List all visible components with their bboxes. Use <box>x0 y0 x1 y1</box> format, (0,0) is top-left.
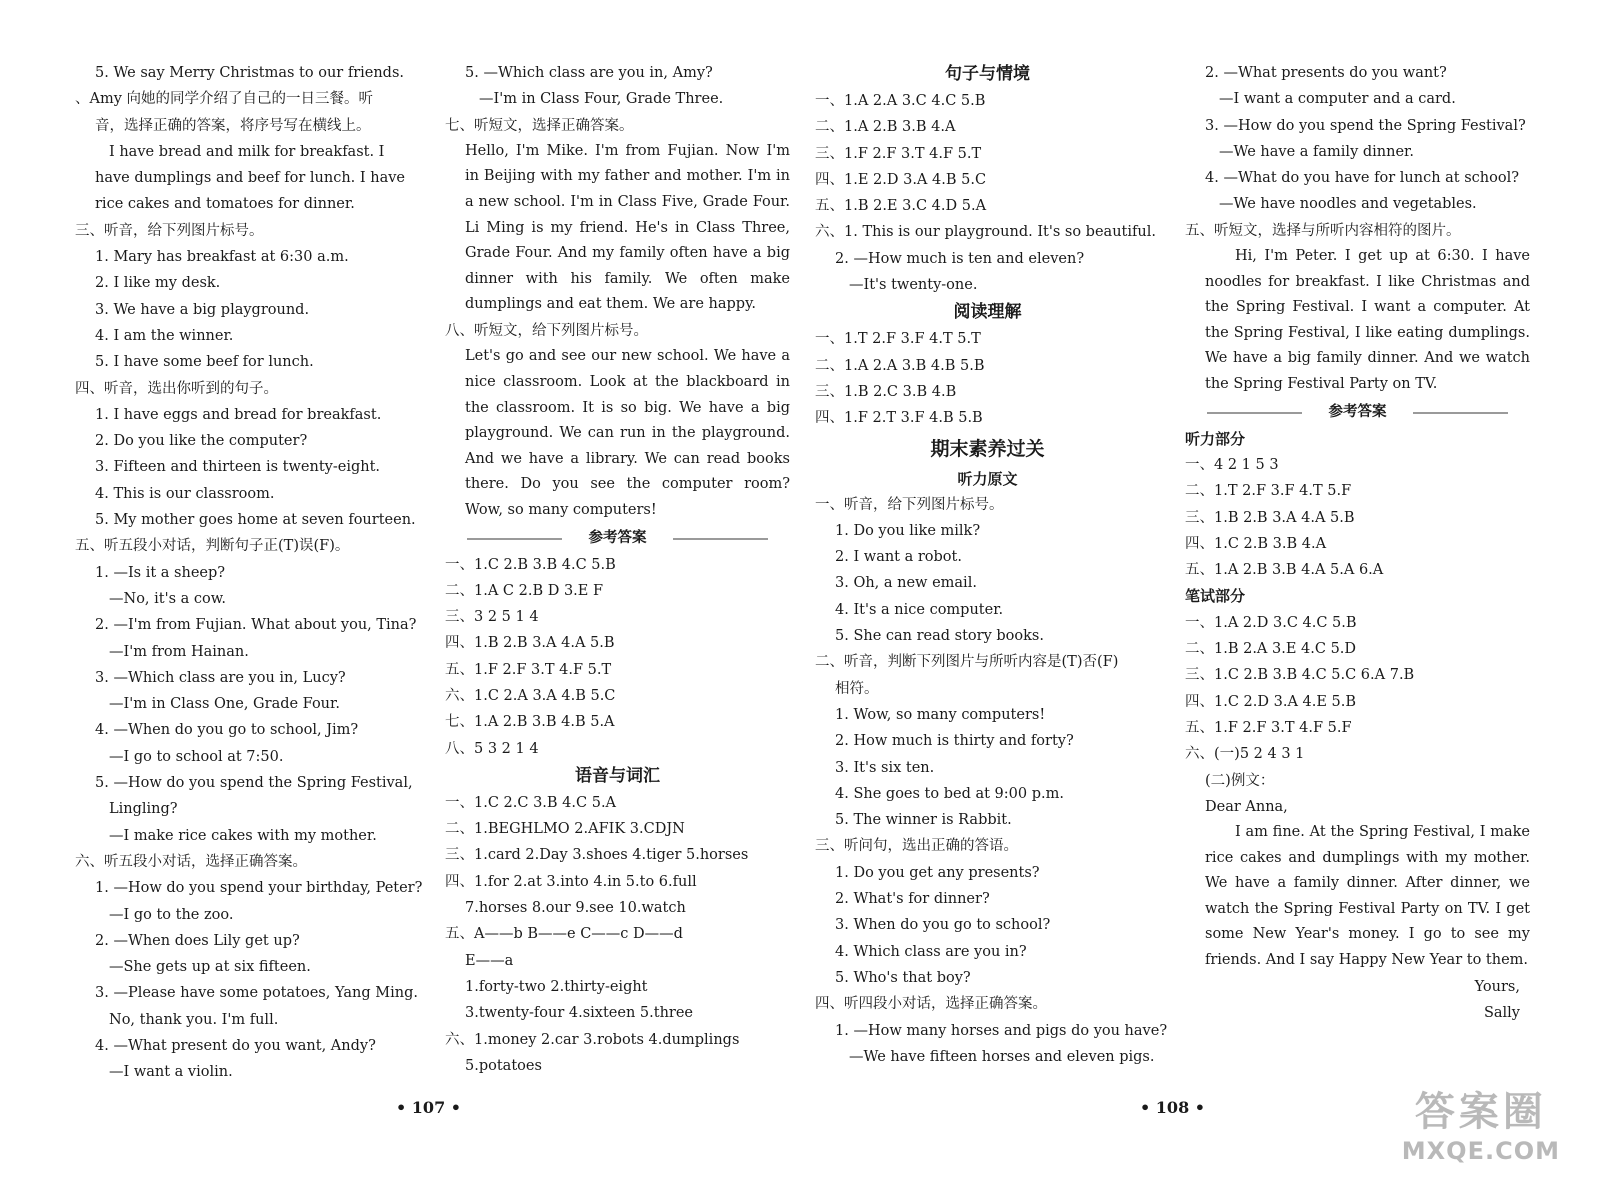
column-4-top <box>1185 60 1530 244</box>
listening-script <box>815 492 1168 1071</box>
watermark-logo: 答案圈 <box>1414 1089 1547 1135</box>
text-line: 五、听五段小对话，判断句子正(T)误(F)。 <box>75 538 350 555</box>
text-line: 3. —Please have some potatoes, Yang Ming. <box>95 985 418 1002</box>
answer-line: Dear Anna, <box>1205 798 1288 815</box>
text-line: 2. —What presents do you want? <box>1205 65 1447 81</box>
answer-line: 三、1.B 2.B 3.A 4.A 5.B <box>1185 509 1355 526</box>
text-line: 、Amy 向她的同学介绍了自己的一日三餐。听 <box>75 91 374 108</box>
text-line: 六、听五段小对话，选择正确答案。 <box>75 853 307 870</box>
text-line: 相符。 <box>835 680 879 697</box>
text-line: —I'm in Class Four, Grade Three. <box>479 91 724 108</box>
text-line: 三、听问句，选出正确的答语。 <box>815 838 1018 855</box>
answer-line: 三、1.card 2.Day 3.shoes 4.tiger 5.horses <box>445 847 749 864</box>
answer-line: 二、1.A 2.A 3.B 4.B 5.B <box>815 357 985 374</box>
text-line: I have bread and milk for breakfast. I <box>109 143 385 160</box>
sentence-answers <box>815 88 1160 298</box>
column-2 <box>445 60 790 1079</box>
answer-line: 二、1.A 2.B 3.B 4.A <box>815 119 956 136</box>
peter-passage: Hi, I'm Peter. I get up at 6:30. I have noodles for breakfast. I like Christmas and the Spring Festival. I want a computer. At the Spring Festival, I like eating dumplings. We have a big family dinner. And we watch the Spring Festival Party on TV. <box>1205 248 1530 393</box>
text-line: 1. I have eggs and bread for breakfast. <box>95 406 382 423</box>
answer-key-title-2: 参考答案 <box>1185 398 1530 426</box>
text-line: 2. How much is thirty and forty? <box>835 733 1074 750</box>
answer-line: 五、1.F 2.F 3.T 4.F 5.T <box>445 661 612 678</box>
vocab-answers <box>445 790 790 1079</box>
answer-line: 一、1.A 2.D 3.C 4.C 5.B <box>1185 614 1357 631</box>
text-line: —I'm from Hainan. <box>109 643 249 660</box>
text-line: No, thank you. I'm full. <box>109 1011 279 1028</box>
answer-line: 一、1.C 2.B 3.B 4.C 5.B <box>445 556 616 573</box>
text-line: 4. —What do you have for lunch at school? <box>1205 170 1519 187</box>
listening-answers <box>1185 452 1530 583</box>
answer-line: 六、1.money 2.car 3.robots 4.dumplings <box>445 1031 740 1048</box>
answer-line: 四、1.F 2.T 3.F 4.B 5.B <box>815 410 983 427</box>
text-line: Lingling? <box>109 801 178 818</box>
text-line: 3. Oh, a new email. <box>835 575 977 592</box>
passage-1: Hello, I'm Mike. I'm from Fujian. Now I'm in Beijing with my father and mother. I'm in a new school. I'm in Class Five, Grade Four. Li Ming is my friend. He's in Class Three, Grade Four. And my family often have a big dinner with his family. We often make dumplings and eat them. We are happy. <box>465 142 790 313</box>
answer-line: 5.potatoes <box>465 1057 542 1074</box>
answer-line: 二、1.B 2.A 3.E 4.C 5.D <box>1185 641 1357 658</box>
text-line: 3. When do you go to school? <box>835 917 1051 934</box>
text-line: 3. Fifteen and thirteen is twenty-eight. <box>95 459 381 476</box>
answer-key-title: 参考答案 <box>445 524 790 552</box>
text-line: —I go to the zoo. <box>109 906 234 923</box>
text-line: 五、听短文，选择与所听内容相符的图片。 <box>1185 222 1461 239</box>
text-line: —She gets up at six fifteen. <box>109 959 311 976</box>
text-line: —We have noodles and vegetables. <box>1219 196 1477 213</box>
sample-letter: I am fine. At the Spring Festival, I make rice cakes and dumplings with my mother. We have a family dinner. After dinner, we watch the Spring Festival Party on TV. I get some New Year's money. I go to see my friends. And I say Happy New Year to them. <box>1205 824 1530 969</box>
letter-signature: Sally <box>1483 1004 1520 1021</box>
answer-line: 四、1.E 2.D 3.A 4.B 5.C <box>815 171 987 188</box>
answer-line: 二、1.BEGHLMO 2.AFIK 3.CDJN <box>445 821 685 838</box>
text-line: 2. What's for dinner? <box>835 891 990 908</box>
answer-line: (二)例文： <box>1205 772 1275 789</box>
text-line: 5. —How do you spend the Spring Festival, <box>95 775 413 792</box>
text-line: —We have a family dinner. <box>1219 143 1414 160</box>
text-line: 4. Which class are you in? <box>835 943 1027 960</box>
text-line: —I want a violin. <box>109 1064 233 1081</box>
letter-closing: Yours, <box>1474 978 1520 995</box>
vocab-section-title: 语音与词汇 <box>575 765 660 786</box>
text-line: 3. We have a big playground. <box>95 301 310 318</box>
text-line: 1. Do you like milk? <box>835 522 981 539</box>
answer-key-list <box>445 552 790 762</box>
answer-line: 二、1.T 2.F 3.F 4.T 5.F <box>1185 483 1352 500</box>
answer-line: 一、1.C 2.C 3.B 4.C 5.A <box>445 794 617 811</box>
text-line: —We have fifteen horses and eleven pigs. <box>849 1048 1155 1065</box>
text-line: 音，选择正确的答案，将序号写在横线上。 <box>95 117 371 134</box>
text-line: 4. She goes to bed at 9:00 p.m. <box>835 785 1064 802</box>
answer-line: 四、1.B 2.B 3.A 4.A 5.B <box>445 635 615 652</box>
page-number-right: • 108 • <box>1140 1098 1205 1117</box>
text-line: 1. Do you get any presents? <box>835 864 1040 881</box>
text-line: —I want a computer and a card. <box>1219 91 1456 108</box>
text-line: 2. —When does Lily get up? <box>95 932 300 949</box>
reading-section-title: 阅读理解 <box>953 302 1022 323</box>
text-line: —I make rice cakes with my mother. <box>109 827 377 844</box>
text-line: 2. —I'm from Fujian. What about you, Tina? <box>95 617 417 634</box>
text-line: have dumplings and beef for lunch. I have <box>95 170 405 187</box>
sentence-section-title: 句子与情境 <box>945 64 1030 84</box>
text-line: —No, it's a cow. <box>109 590 227 607</box>
column-1 <box>75 60 423 1086</box>
answer-line: 三、3 2 5 1 4 <box>445 609 539 626</box>
written-answers <box>1185 610 1530 820</box>
column-2-top <box>445 60 790 139</box>
answer-line: 三、1.C 2.B 3.B 4.C 5.C 6.A 7.B <box>1185 667 1415 684</box>
text-line: 4. —When do you go to school, Jim? <box>95 722 359 739</box>
answer-line: 五、1.F 2.F 3.T 4.F 5.F <box>1185 719 1352 736</box>
text-line: 1. —How do you spend your birthday, Peter? <box>95 880 423 897</box>
answer-line: 1.forty-two 2.thirty-eight <box>465 978 648 995</box>
text-line: 5. We say Merry Christmas to our friends. <box>95 65 405 81</box>
text-line: 3. —How do you spend the Spring Festival? <box>1205 117 1526 134</box>
answer-line: 三、1.F 2.F 3.T 4.F 5.T <box>815 145 982 162</box>
section-8-heading: 八、听短文，给下列图片标号。 <box>445 323 648 340</box>
final-exam-title: 期末素养过关 <box>930 437 1045 460</box>
answer-line: 五、1.B 2.E 3.C 4.D 5.A <box>815 198 987 215</box>
text-line: 2. I want a robot. <box>835 549 962 566</box>
text-line: 三、听音，给下列图片标号。 <box>75 222 264 239</box>
text-line: 5. Who's that boy? <box>835 969 971 986</box>
answer-line: 二、1.A C 2.B D 3.E F <box>445 582 604 599</box>
page-number-left: • 107 • <box>396 1098 461 1117</box>
text-line: 1. —Is it a sheep? <box>95 564 226 581</box>
text-line: 5. —Which class are you in, Amy? <box>465 65 713 81</box>
text-line: —I'm in Class One, Grade Four. <box>109 696 340 713</box>
answer-line: 3.twenty-four 4.sixteen 5.three <box>465 1005 694 1022</box>
text-line: 四、听四段小对话，选择正确答案。 <box>815 996 1047 1013</box>
watermark <box>1402 1080 1560 1165</box>
answer-line: 一、4 2 1 5 3 <box>1185 456 1279 473</box>
text-line: 5. My mother goes home at seven fourteen. <box>95 512 416 529</box>
answer-line: 一、1.T 2.F 3.F 4.T 5.T <box>815 331 981 348</box>
text-line: 5. I have some beef for lunch. <box>95 354 314 371</box>
text-line: 1. Wow, so many computers! <box>835 706 1046 723</box>
column-4 <box>1185 60 1530 1026</box>
answer-line: 六、1. This is our playground. It's so beautiful. <box>815 224 1156 241</box>
answer-line: 四、1.C 2.D 3.A 4.E 5.B <box>1185 693 1357 710</box>
answer-line: E——a <box>465 952 514 969</box>
text-line: 1. Mary has breakfast at 6:30 a.m. <box>95 249 349 266</box>
listening-part-label: 听力部分 <box>1185 429 1246 448</box>
text-line: —I go to school at 7:50. <box>109 748 284 765</box>
answer-line: 七、1.A 2.B 3.B 4.B 5.A <box>445 714 615 731</box>
answer-line: 四、1.C 2.B 3.B 4.A <box>1185 535 1327 552</box>
answer-line: 五、1.A 2.B 3.B 4.A 5.A 6.A <box>1185 562 1384 579</box>
text-line: 二、听音，判断下列图片与所听内容是(T)否(F) <box>815 654 1119 671</box>
text-line: 3. —Which class are you in, Lucy? <box>95 669 346 686</box>
column-3 <box>815 60 1168 1070</box>
text-line: 2. I like my desk. <box>95 275 221 292</box>
answer-line: 六、(一)5 2 4 3 1 <box>1185 746 1305 763</box>
answer-line: 五、A——b B——e C——c D——d <box>445 926 683 943</box>
answer-line: 六、1.C 2.A 3.A 4.B 5.C <box>445 687 616 704</box>
answer-line: 7.horses 8.our 9.see 10.watch <box>465 900 686 917</box>
text-line: 4. This is our classroom. <box>95 485 275 502</box>
answer-line: 四、1.for 2.at 3.into 4.in 5.to 6.full <box>445 873 697 890</box>
text-line: 四、听音，选出你听到的句子。 <box>75 380 278 397</box>
answer-line: 2. —How much is ten and eleven? <box>835 250 1085 267</box>
passage-2: Let's go and see our new school. We have a nice classroom. Look at the blackboard in the classroom. It is so big. We have a big playground. We can run in the playground. And we have a library. We can read books there. Do you see the computer room? Wow, so many computers! <box>465 348 790 518</box>
text-line: rice cakes and tomatoes for dinner. <box>95 196 355 213</box>
text-line: 5. The winner is Rabbit. <box>835 812 1012 829</box>
text-line: 2. Do you like the computer? <box>95 433 308 450</box>
column-1-lines <box>75 60 423 1086</box>
answer-line: 三、1.B 2.C 3.B 4.B <box>815 383 957 400</box>
reading-answers <box>815 326 1160 431</box>
answer-line: —It's twenty-one. <box>849 277 978 294</box>
text-line: 3. It's six ten. <box>835 759 935 776</box>
watermark-url: MXQE.COM <box>1401 1137 1560 1165</box>
answer-line: 八、5 3 2 1 4 <box>445 740 539 757</box>
text-line: 七、听短文，选择正确答案。 <box>445 117 634 134</box>
listening-script-title: 听力原文 <box>957 469 1018 488</box>
text-line: 4. It's a nice computer. <box>835 601 1004 618</box>
text-line: 1. —How many horses and pigs do you have? <box>835 1022 1168 1039</box>
written-part-label: 笔试部分 <box>1185 587 1246 606</box>
text-line: 5. She can read story books. <box>835 628 1044 645</box>
text-line: 4. I am the winner. <box>95 327 234 344</box>
text-line: 一、听音，给下列图片标号。 <box>815 496 1004 513</box>
answer-line: 一、1.A 2.A 3.C 4.C 5.B <box>815 93 986 109</box>
text-line: 4. —What present do you want, Andy? <box>95 1037 376 1054</box>
